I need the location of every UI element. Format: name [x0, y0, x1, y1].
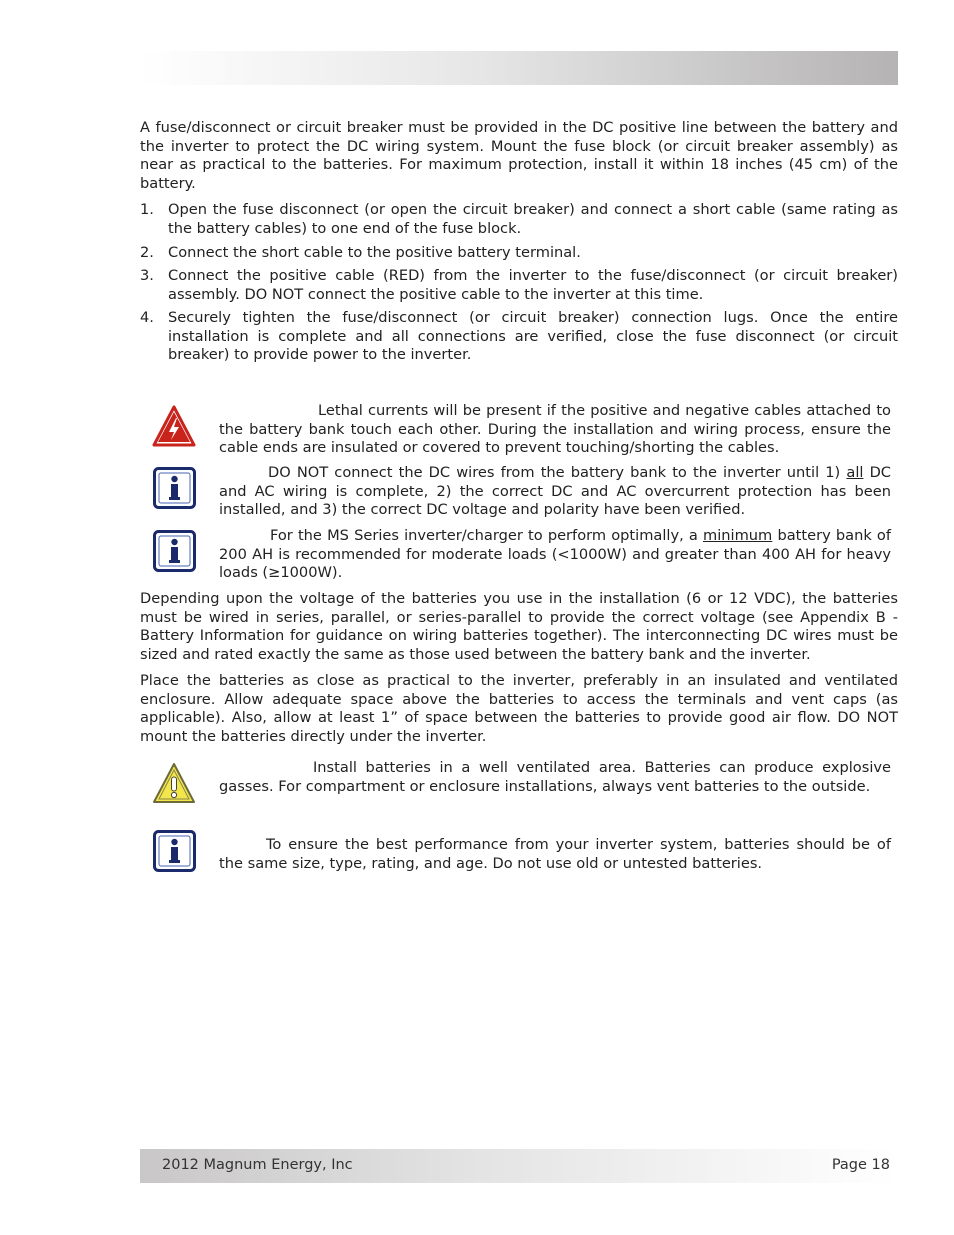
page-number: Page 18 — [831, 1157, 890, 1173]
caution-ventilation-note: Install batteries in a well ventilated area. Batteries can produce explosive gasses. For compartment or enclosure installations, always vent batteries to the outside. — [219, 759, 891, 795]
info-icon — [153, 467, 196, 509]
list-number: 2. — [140, 244, 154, 261]
info-icon — [153, 830, 196, 872]
list-number: 1. — [140, 201, 154, 218]
list-number: 4. — [140, 309, 154, 326]
note-text: DO NOT connect the DC wires from the battery bank to the inverter until 1) — [268, 464, 847, 481]
note-underlined-text: minimum — [703, 527, 773, 544]
info-icon — [153, 530, 196, 572]
list-text: Securely tighten the fuse/disconnect (or circuit breaker) connection lugs. Once the entire installation is complete and all connections are verified, close the fuse disconnect (or circuit breaker) to provide power to the inverter. — [168, 309, 898, 364]
list-text: Connect the positive cable (RED) from the inverter to the fuse/disconnect (or circuit breaker) assembly. DO NOT connect the positive cable to the inverter at this time. — [168, 267, 898, 303]
placement-paragraph: Place the batteries as close as practical to the inverter, preferably in an insulated and ventilated enclosure. Allow adequate space above the batteries to access the terminals and vent caps (as applicable). Also, allow at least 1” of space between the batteries to provide good air flow. DO NOT mount the batteries directly under the inverter. — [140, 672, 898, 745]
note-text: For the MS Series inverter/charger to perform optimally, a — [270, 527, 704, 544]
info-note-dc-wiring — [219, 464, 891, 520]
note-underlined-text: all — [846, 464, 864, 481]
list-number: 3. — [140, 267, 154, 284]
header-bar — [140, 51, 898, 85]
list-text: Connect the short cable to the positive battery terminal. — [168, 244, 581, 261]
wiring-paragraph: Depending upon the voltage of the batteries you use in the installation (6 or 12 VDC), the batteries must be wired in series, parallel, or series-parallel to provide the correct voltage (see Appendix B - Battery Information for guidance on wiring batteries together). The interconnecting DC wires must be sized and rated exactly the same as those used between the battery bank and the inverter. — [140, 590, 898, 663]
shock-warning-note: Lethal currents will be present if the positive and negative cables attached to the battery bank touch each other. During the installation and wiring process, ensure the cable ends are insulated or covered to prevent touching/shorting the cables. — [219, 402, 891, 457]
electric-shock-warning-icon — [152, 405, 196, 447]
list-text: Open the fuse disconnect (or open the circuit breaker) and connect a short cable (same rating as the battery cables) to one end of the fuse block. — [168, 201, 898, 237]
note-text: DC and AC wiring is complete, 2) the correct DC and AC overcurrent protection has been installed, and 3) the correct DC voltage and polarity have been verified. — [219, 464, 891, 519]
info-note-battery-size — [219, 527, 891, 583]
note-text: battery bank of 200 AH is recommended for moderate loads (<1000W) and greater than 400 AH for heavy loads (≥1000W). — [219, 527, 891, 582]
info-note-matching-batteries: To ensure the best performance from your inverter system, batteries should be of the same size, type, rating, and age. Do not use old or untested batteries. — [219, 836, 891, 872]
footer-bar — [140, 1149, 898, 1183]
footer-copyright: 2012 Magnum Energy, Inc — [162, 1157, 353, 1173]
caution-exclamation-icon — [152, 762, 196, 804]
intro-paragraph: A fuse/disconnect or circuit breaker must be provided in the DC positive line between the battery and the inverter to protect the DC wiring system. Mount the fuse block (or circuit breaker assembly) as near as practical to the batteries. For maximum protection, install it within 18 inches (45 cm) of the battery. — [140, 119, 898, 192]
